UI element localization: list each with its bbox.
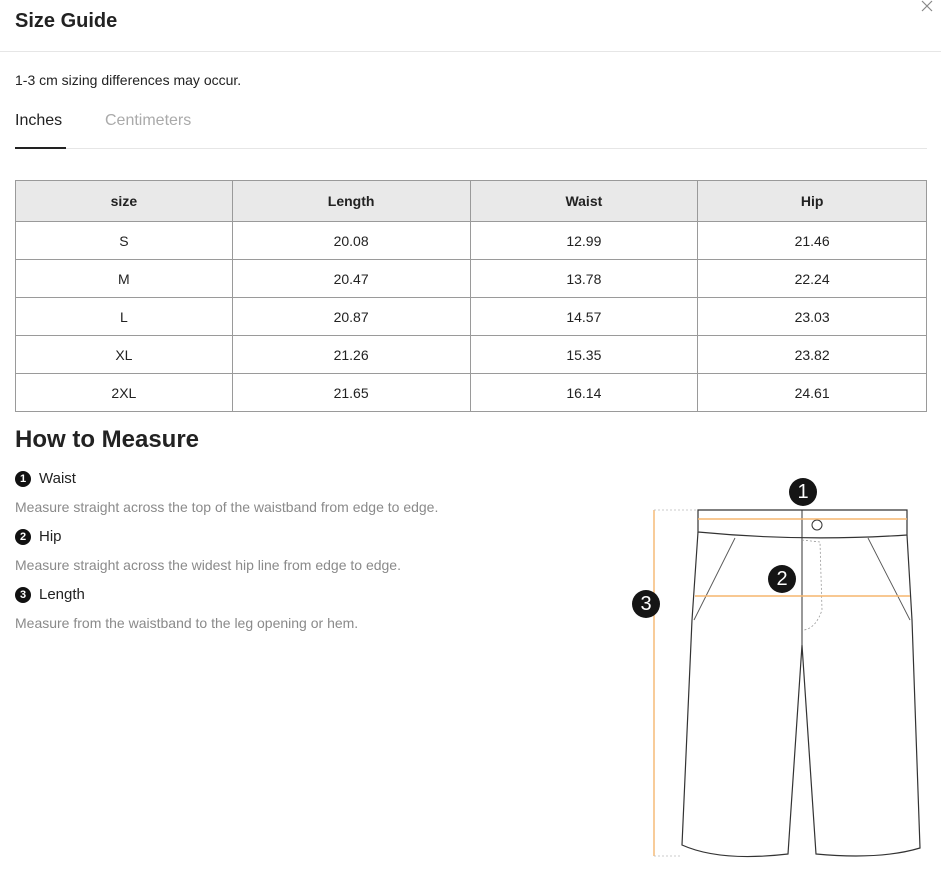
measure-label: Length (39, 586, 85, 603)
measure-item-hip (15, 528, 62, 545)
length-marker-icon: 3 (632, 590, 660, 618)
close-icon[interactable] (919, 0, 935, 16)
waist-marker-icon: 1 (789, 478, 817, 506)
table-cell: 2XL (16, 374, 233, 412)
table-row (16, 260, 927, 298)
number-two-icon: 2 (15, 529, 31, 545)
modal-title: Size Guide (15, 10, 118, 32)
column-header: Length (232, 181, 470, 222)
table-cell: 22.24 (698, 260, 927, 298)
table-cell: L (16, 298, 233, 336)
how-to-measure-title: How to Measure (15, 426, 200, 453)
shorts-outline-icon (620, 470, 930, 870)
measure-description: Measure straight across the widest hip line from edge to edge. (15, 557, 401, 573)
sizing-note: 1-3 cm sizing differences may occur. (15, 72, 242, 88)
measure-description: Measure straight across the top of the waistband from edge to edge. (15, 499, 439, 515)
tab-inches[interactable]: Inches (15, 112, 63, 129)
tab-centimeters[interactable]: Centimeters (105, 112, 192, 129)
table-row (16, 374, 927, 412)
table-row (16, 222, 927, 260)
table-cell: 21.46 (698, 222, 927, 260)
column-header: Waist (470, 181, 698, 222)
table-cell: 13.78 (470, 260, 698, 298)
table-cell: 21.26 (232, 336, 470, 374)
table-cell: 20.08 (232, 222, 470, 260)
table-cell: 21.65 (232, 374, 470, 412)
table-row (16, 336, 927, 374)
table-cell: 23.82 (698, 336, 927, 374)
table-cell: 12.99 (470, 222, 698, 260)
measure-label: Hip (39, 528, 62, 545)
active-tab-indicator (15, 147, 66, 149)
modal-header (0, 0, 941, 52)
table-cell: 15.35 (470, 336, 698, 374)
table-cell: 14.57 (470, 298, 698, 336)
unit-tabs (15, 102, 927, 149)
table-cell: XL (16, 336, 233, 374)
table-cell: 23.03 (698, 298, 927, 336)
column-header: Hip (698, 181, 927, 222)
number-one-icon: 1 (15, 471, 31, 487)
table-header-row (16, 181, 927, 222)
measure-item-waist (15, 470, 76, 487)
measure-label: Waist (39, 470, 76, 487)
shorts-measurement-diagram (620, 470, 930, 870)
column-header: size (16, 181, 233, 222)
number-three-icon: 3 (15, 587, 31, 603)
table-cell: 20.47 (232, 260, 470, 298)
table-cell: 16.14 (470, 374, 698, 412)
measure-item-length (15, 586, 85, 603)
size-table (15, 180, 927, 412)
table-cell: M (16, 260, 233, 298)
hip-marker-icon: 2 (768, 565, 796, 593)
measure-description: Measure from the waistband to the leg opening or hem. (15, 615, 359, 631)
table-cell: S (16, 222, 233, 260)
table-cell: 20.87 (232, 298, 470, 336)
table-row (16, 298, 927, 336)
table-cell: 24.61 (698, 374, 927, 412)
